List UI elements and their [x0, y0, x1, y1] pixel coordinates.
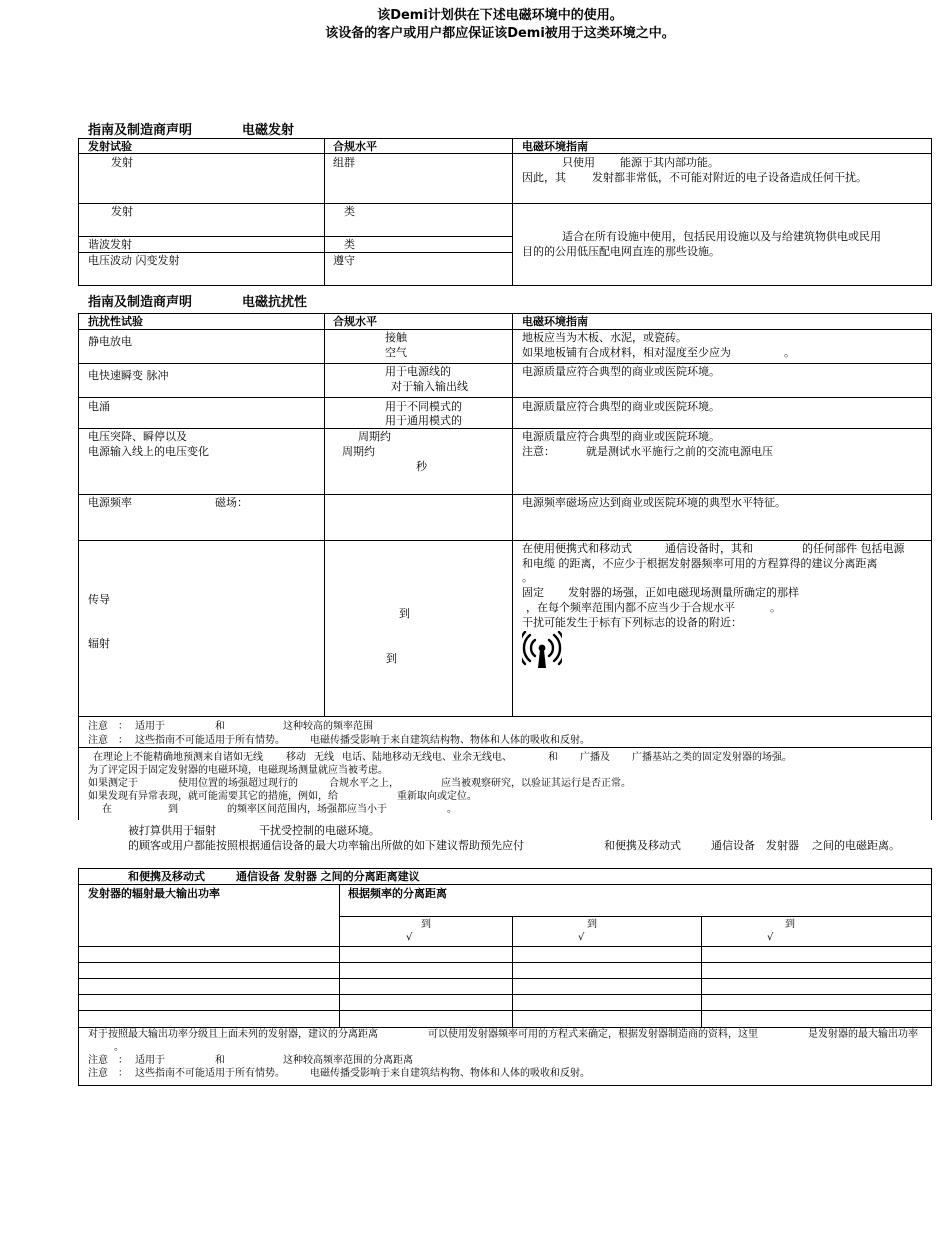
rf-guidance-b: 通信设备时，其和	[665, 542, 753, 555]
rf-guidance-g: 发射器的场强，正如电磁现场测量所确定的那样	[568, 586, 799, 599]
eft-test: 电快速瞬变 脉冲	[88, 369, 169, 382]
separation-note2-label: 注意	[88, 1068, 108, 1079]
para3-a: 如果测定于	[88, 778, 138, 789]
separation-note2-colon: ：	[118, 1068, 128, 1079]
emission-r4-test: 电压波动 闪变发射	[88, 254, 180, 267]
rf-guidance-e: 。	[522, 571, 533, 584]
para1-a: 在理论上不能精确地预测来自诸如无线	[93, 752, 263, 763]
separation-title-b: 通信设备 发射器 之间的分离距离建议	[236, 870, 420, 883]
emission-table	[78, 138, 932, 286]
rf-guidance-h: ，在每个频率范围内都不应当少于合规水平	[526, 601, 735, 614]
pf-test-a: 电源频率	[88, 496, 132, 509]
emission-r1-guidance-a: 只使用	[562, 156, 595, 169]
para1-e: 和	[548, 752, 558, 763]
esd-guidance-c: 。	[784, 346, 795, 359]
intro-line1-b: 干扰受控制的电磁环境。	[259, 824, 380, 837]
para1-f: 广播及	[580, 752, 610, 763]
eft-power: 用于电源线的	[385, 365, 451, 378]
separation-col-distance: 根据频率的分离距离	[348, 887, 447, 900]
para3-b: 使用位置的场强超过现行的	[178, 778, 298, 789]
para4-b: 重新取向或定位。	[397, 791, 477, 802]
para5-a: 在	[102, 804, 112, 815]
separation-note1-applies: 适用于	[135, 1055, 165, 1066]
esd-guidance-a: 地板应当为木板、水泥，或瓷砖。	[522, 331, 687, 344]
separation-sub2-sqrt: √	[578, 932, 585, 943]
para1-g: 广播基站之类的固定发射器的场强。	[632, 752, 792, 763]
rf-radiated: 辐射	[88, 637, 110, 650]
dip-guidance-c: 就是测试水平施行之前的交流电源电压	[586, 445, 773, 458]
pf-guidance: 电源频率磁场应达到商业或医院环境的典型水平特征。	[522, 496, 786, 509]
dip-test-b: 电源输入线上的电压变化	[88, 445, 209, 458]
radio-antenna-icon	[522, 631, 562, 669]
separation-sub1-range: 到	[421, 919, 431, 930]
para1-d: 电话、陆地移动无线电、业余无线电、	[342, 752, 512, 763]
separation-note1-range: 这种较高频率范围的分离距离	[283, 1055, 413, 1066]
pf-test-b: 磁场：	[215, 496, 248, 509]
esd-air: 空气	[385, 346, 407, 359]
separation-note2-text-a: 这些指南不可能适用于所有情势。	[135, 1068, 285, 1079]
para1-b: 移动	[286, 752, 306, 763]
separation-note1-label: 注意	[88, 1055, 108, 1066]
dip-compliance-c: 秒	[416, 460, 427, 473]
header-line-2: 该设备的客户或用户都应保证该Demi被用于这类环境之中。	[325, 26, 675, 41]
immunity-note1-and: 和	[215, 721, 225, 732]
intro-line1-a: 被打算供用于辐射	[128, 824, 216, 837]
separation-foot-c: 是发射器的最大输出功率	[808, 1029, 918, 1040]
dip-test-a: 电压突降、瞬停以及	[88, 430, 187, 443]
dip-guidance-a: 电源质量应符合典型的商业或医院环境。	[522, 430, 720, 443]
emission-r2-compliance: 类	[344, 205, 355, 218]
immunity-col-compliance: 合规水平	[333, 315, 377, 328]
emission-title: 指南及制造商声明	[88, 123, 193, 138]
intro-line2-d: 发射器	[766, 839, 799, 852]
separation-title-a: 和便携及移动式	[128, 870, 205, 883]
para2: 为了评定因于固定发射器的电磁环境，电磁现场测量就应当被考虑。	[88, 765, 388, 776]
rf-guidance-d: 和电缆 的距离，不应少于根据发射器频率可用的方程算得的建议分离距离	[522, 557, 878, 570]
separation-sub1-sqrt: √	[406, 932, 413, 943]
para4-a: 如果发现有异常表现，就可能需要其它的措施，例如，给	[88, 791, 338, 802]
emission-r1-guidance-d: 发射都非常低，不可能对附近的电子设备造成任何干扰。	[592, 171, 867, 184]
para3-c: 合规水平之上，	[329, 778, 399, 789]
emission-r2-guidance-a: 适合在所有设施中使用，包括民用设施以及与给建筑物供电或民用	[562, 230, 881, 243]
immunity-col-test: 抗扰性试验	[88, 315, 143, 328]
separation-sub3-sqrt: √	[767, 932, 774, 943]
immunity-note2-text-b: 电磁传播受影响于来自建筑结构物、物体和人体的吸收和反射。	[310, 735, 590, 746]
para5-d: 。	[447, 804, 457, 815]
dip-compliance-b: 周期约	[342, 445, 375, 458]
para5-c: 的频率区间范围内，场强都应当小于	[227, 804, 387, 815]
surge-test: 电涌	[88, 400, 110, 413]
immunity-title: 指南及制造商声明	[88, 295, 193, 310]
separation-foot-b: 可以使用发射器频率可用的方程式来确定，根据发射器制造商的资料，这里	[428, 1029, 758, 1040]
emission-r1-test: 发射	[111, 156, 133, 169]
emission-subtitle: 电磁发射	[242, 123, 295, 138]
surge-diff: 用于不同模式的	[385, 400, 462, 413]
emission-r1-guidance-c: 因此，其	[522, 171, 566, 184]
surge-guidance: 电源质量应符合典型的商业或医院环境。	[522, 400, 720, 413]
separation-foot-d: 。	[114, 1042, 124, 1053]
separation-note1-and: 和	[215, 1055, 225, 1066]
separation-col-power: 发射器的辐射最大输出功率	[88, 887, 220, 900]
rf-radiated-range: 到	[386, 652, 397, 665]
immunity-note1-label: 注意	[88, 721, 108, 732]
intro-line2-e: 之间的电磁距离。	[812, 839, 900, 852]
rf-guidance-a: 在使用便携式和移动式	[522, 542, 632, 555]
emission-col-test: 发射试验	[88, 140, 132, 153]
header-line-1: 该Demi计划供在下述电磁环境中的使用。	[377, 8, 623, 23]
separation-note1-colon: ：	[118, 1055, 128, 1066]
eft-guidance: 电源质量应符合典型的商业或医院环境。	[522, 365, 720, 378]
emission-r1-guidance-b: 能源于其内部功能。	[620, 156, 719, 169]
emission-col-compliance: 合规水平	[333, 140, 377, 153]
immunity-subtitle: 电磁抗扰性	[242, 295, 308, 310]
eft-io: 对于输入输出线	[391, 380, 468, 393]
immunity-note1-colon: ：	[118, 721, 128, 732]
rf-conducted-range: 到	[399, 607, 410, 620]
rf-conducted: 传导	[88, 593, 110, 606]
rf-guidance-c: 的任何部件 包括电源	[802, 542, 905, 555]
dip-compliance-a: 周期约	[358, 430, 391, 443]
esd-test: 静电放电	[88, 335, 132, 348]
para5-b: 到	[168, 804, 178, 815]
para3-d: 应当被观察研究，以验证其运行是否正常。	[441, 778, 631, 789]
surge-common: 用于通用模式的	[385, 414, 462, 427]
immunity-col-guidance: 电磁环境指南	[522, 315, 588, 328]
esd-guidance-b: 如果地板铺有合成材料，相对湿度至少应为	[522, 346, 731, 359]
separation-sub3-range: 到	[785, 919, 795, 930]
intro-line2-b: 和便携及移动式	[604, 839, 681, 852]
intro-line2-c: 通信设备	[711, 839, 755, 852]
immunity-note1-range: 这种较高的频率范围	[283, 721, 373, 732]
emission-r2-test: 发射	[111, 205, 133, 218]
immunity-note1-applies: 适用于	[135, 721, 165, 732]
rf-guidance-j: 干扰可能发生于标有下列标志的设备的附近：	[522, 616, 742, 629]
para1-c: 无线	[314, 752, 334, 763]
separation-foot-a: 对于按照最大输出功率分级且上面未列的发射器，建议的分离距离	[88, 1029, 378, 1040]
separation-note2-text-b: 电磁传播受影响于来自建筑结构物、物体和人体的吸收和反射。	[310, 1068, 590, 1079]
immunity-note2-label: 注意	[88, 735, 108, 746]
dip-guidance-b: 注意：	[522, 445, 555, 458]
immunity-note2-colon: ：	[118, 735, 128, 746]
esd-contact: 接触	[385, 331, 407, 344]
rf-guidance-f: 固定	[522, 586, 544, 599]
intro-line2-a: 的顾客或用户都能按照根据通信设备的最大功率输出所做的如下建议帮助预先应付	[128, 839, 524, 852]
emission-r4-compliance: 遵守	[333, 254, 355, 267]
emission-r3-test: 谐波发射	[88, 238, 132, 251]
emission-r2-guidance-b: 目的的公用低压配电网直连的那些设施。	[522, 245, 720, 258]
emission-r3-compliance: 类	[344, 238, 355, 251]
immunity-note2-text-a: 这些指南不可能适用于所有情势。	[135, 735, 285, 746]
rf-guidance-i: 。	[770, 601, 781, 614]
separation-sub2-range: 到	[587, 919, 597, 930]
emission-col-guidance: 电磁环境指南	[522, 140, 588, 153]
emission-r1-compliance: 组群	[333, 156, 355, 169]
